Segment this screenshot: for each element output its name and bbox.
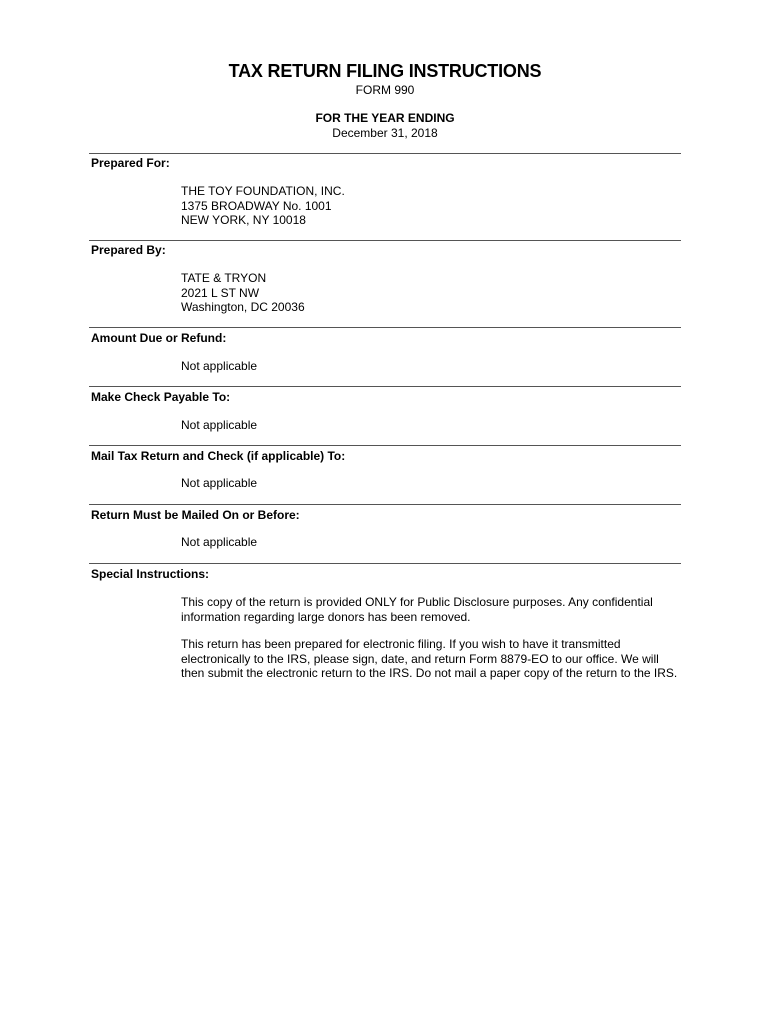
section-divider — [89, 504, 681, 505]
prepared-by-address — [181, 271, 681, 315]
amount-due-value: Not applicable — [181, 359, 258, 373]
section-divider — [89, 445, 681, 446]
check-payable-label: Make Check Payable To: — [91, 390, 231, 404]
document-title: TAX RETURN FILING INSTRUCTIONS — [228, 61, 542, 81]
mail-to-label: Mail Tax Return and Check (if applicable) To: — [91, 449, 346, 463]
address-line: THE TOY FOUNDATION, INC. — [181, 184, 345, 198]
section-divider — [89, 153, 681, 154]
special-instructions-body — [181, 595, 681, 681]
address-line: 1375 BROADWAY No. 1001 — [181, 198, 332, 213]
address-line: 2021 L ST NW — [181, 285, 260, 300]
amount-due-label: Amount Due or Refund: — [91, 331, 227, 345]
instruction-paragraph: This return has been prepared for electronic filing. If you wish to have it transmitted electronically to the IRS, please sign, date, and return Form 8879-EO to our office. We will then submit the electronic return to the IRS. Do not mail a paper copy of the return to the IRS. — [181, 637, 678, 680]
address-line: TATE & TRYON — [181, 271, 267, 285]
mail-by-value: Not applicable — [181, 535, 258, 549]
mail-to-value: Not applicable — [181, 476, 258, 490]
mail-by-label: Return Must be Mailed On or Before: — [91, 508, 300, 522]
section-divider — [89, 563, 681, 564]
address-line: NEW YORK, NY 10018 — [181, 213, 306, 227]
section-divider — [89, 327, 681, 328]
instruction-paragraph: This copy of the return is provided ONLY for Public Disclosure purposes. Any confidential information regarding large donors has been removed. — [181, 595, 653, 624]
year-ending-label: FOR THE YEAR ENDING — [315, 111, 455, 125]
form-name: FORM 990 — [355, 83, 415, 97]
year-ending-date: December 31, 2018 — [332, 126, 438, 140]
prepared-for-address — [181, 184, 681, 228]
prepared-by-label: Prepared By: — [91, 243, 166, 257]
special-instructions-label: Special Instructions: — [91, 567, 210, 581]
prepared-for-label: Prepared For: — [91, 156, 170, 170]
address-line: Washington, DC 20036 — [181, 300, 305, 314]
section-divider — [89, 386, 681, 387]
section-divider — [89, 240, 681, 241]
check-payable-value: Not applicable — [181, 418, 258, 432]
